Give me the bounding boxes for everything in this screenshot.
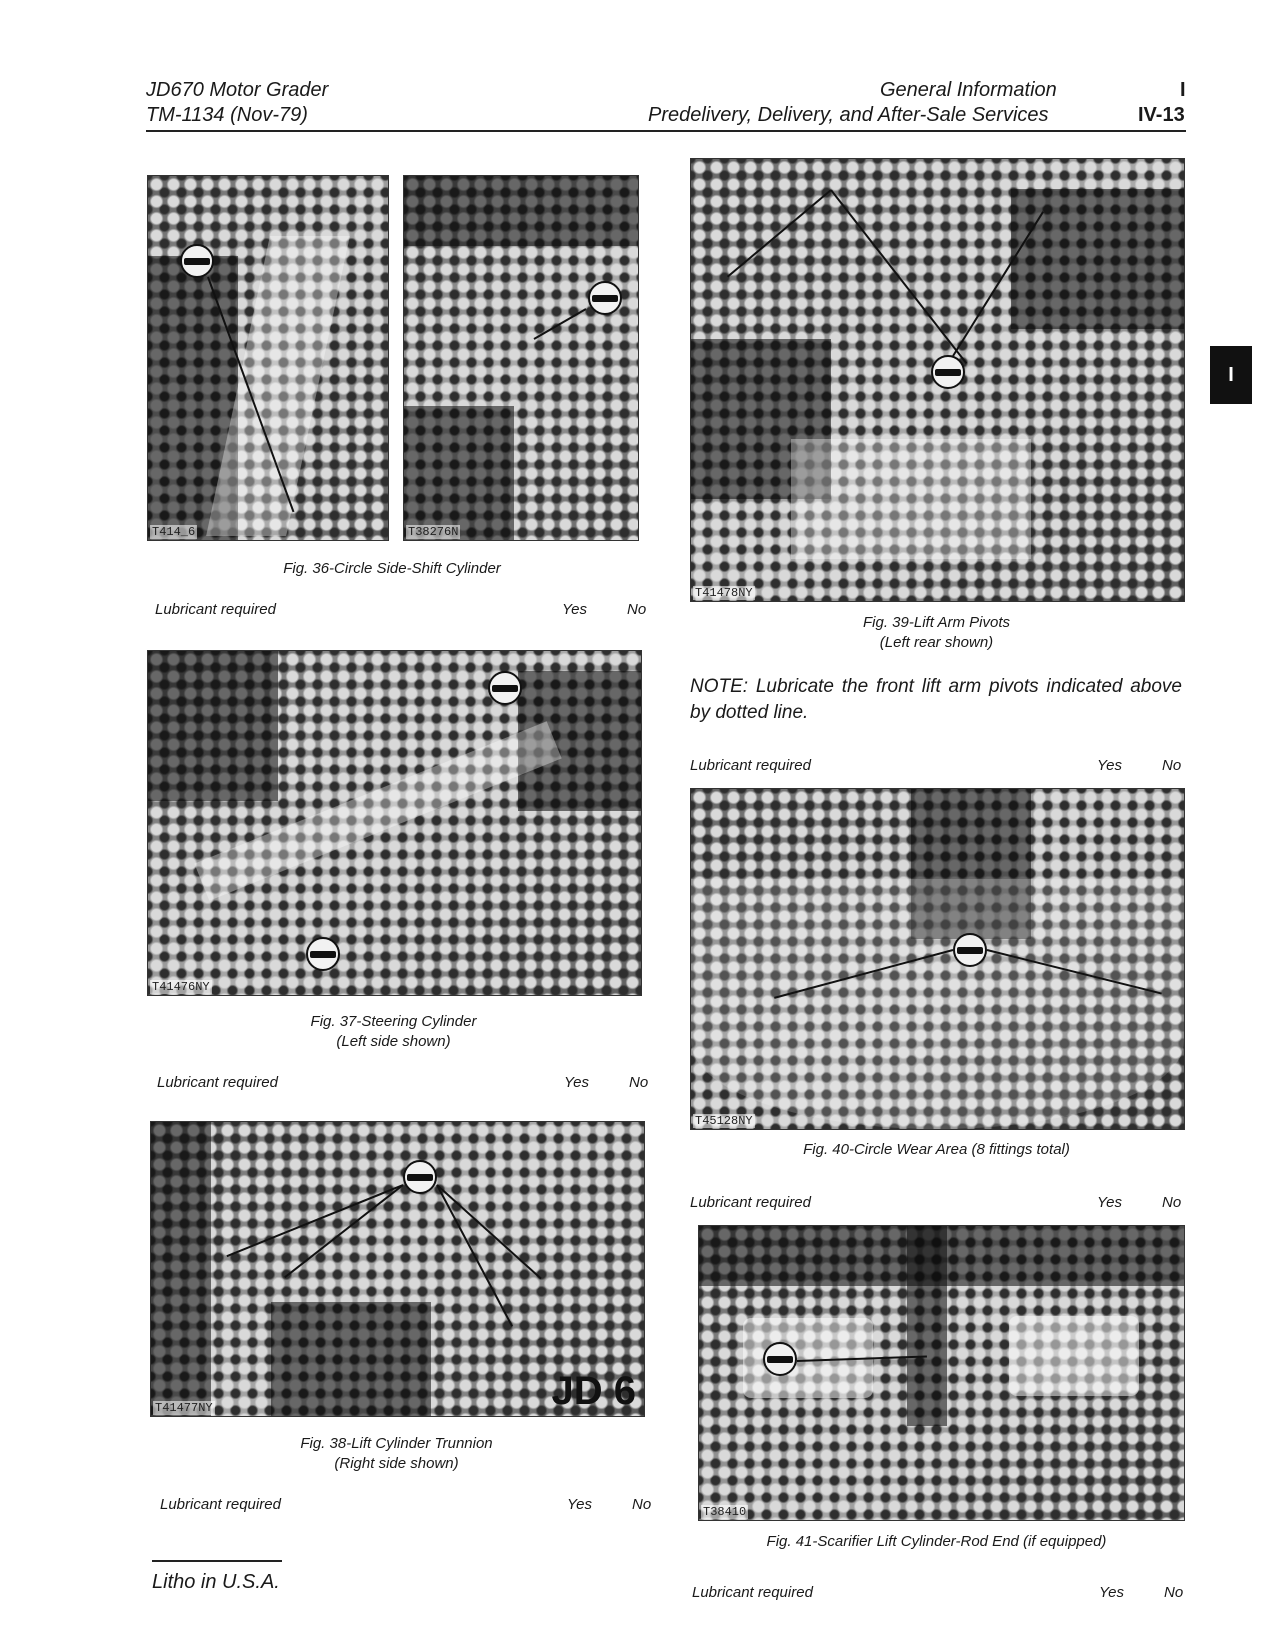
yes-option[interactable]: Yes [1099,1584,1125,1601]
lubricant-label: Lubricant required [690,757,811,774]
grease-fitting-icon [953,933,987,967]
no-option[interactable]: No [632,1496,652,1513]
grease-fitting-icon [931,355,965,389]
grease-fitting-icon [403,1160,437,1194]
figure-36-caption: Fig. 36-Circle Side-Shift Cylinder [283,560,501,577]
section-tab: I [1210,346,1252,404]
figure-38-photo [150,1121,645,1417]
yes-option[interactable]: Yes [564,1074,590,1091]
grease-fitting-icon [180,244,214,278]
figure-37-caption: Fig. 37-Steering Cylinder [310,1013,477,1030]
no-option[interactable]: No [629,1074,649,1091]
figure-39-subcaption: (Left rear shown) [879,634,994,651]
grease-fitting-icon [763,1342,797,1376]
lubricant-label: Lubricant required [690,1194,811,1211]
no-option[interactable]: No [1162,757,1182,774]
header-rule [146,130,1186,132]
figure-40-photo [690,788,1185,1130]
figure-37-photo [147,650,642,996]
footer-rule [152,1560,282,1562]
yes-option[interactable]: Yes [567,1496,593,1513]
no-option[interactable]: No [1162,1194,1182,1211]
figure-36-photo-right [403,175,639,541]
lubricant-label: Lubricant required [157,1074,278,1091]
photo-decal-text: JD 6 [551,1369,636,1413]
figure-38-caption: Fig. 38-Lift Cylinder Trunnion [300,1435,493,1452]
photo-id: T41478NY [695,586,753,600]
figure-41-caption: Fig. 41-Scarifier Lift Cylinder-Rod End (if equipped) [766,1533,1107,1550]
figure-40-caption: Fig. 40-Circle Wear Area (8 fittings total) [803,1141,1070,1158]
no-option[interactable]: No [627,601,647,618]
grease-fitting-icon [488,671,522,705]
photo-id: T414_6 [152,525,196,539]
header-subsection: Predelivery, Delivery, and After-Sale Services [648,104,1049,126]
yes-option[interactable]: Yes [1097,1194,1123,1211]
figure-41-photo [698,1225,1185,1521]
figure-38-subcaption: (Right side shown) [334,1455,459,1472]
figure-39-photo [690,158,1185,602]
yes-option[interactable]: Yes [1097,757,1123,774]
header-manual-code: TM-1134 (Nov-79) [146,104,308,126]
page-number: IV-13 [1138,104,1185,126]
no-option[interactable]: No [1164,1584,1184,1601]
header-section: General Information [880,79,1057,101]
lubricant-label: Lubricant required [155,601,276,618]
header-section-mark: I [1180,79,1186,101]
photo-id: T38276N [408,525,459,539]
figure-36-photo-left [147,175,389,541]
photo-id: T45128NY [695,1114,753,1128]
photo-id: T38410 [703,1505,747,1519]
lubricant-label: Lubricant required [160,1496,281,1513]
header-model: JD670 Motor Grader [146,79,329,101]
grease-fitting-icon [306,937,340,971]
photo-id: T41476NY [152,980,210,994]
photo-id: T41477NY [155,1401,213,1415]
figure-39-caption: Fig. 39-Lift Arm Pivots [863,614,1010,631]
lubricant-label: Lubricant required [692,1584,813,1601]
footer-print-note: Litho in U.S.A. [152,1571,280,1593]
figure-37-subcaption: (Left side shown) [336,1033,451,1050]
yes-option[interactable]: Yes [562,601,588,618]
grease-fitting-icon [588,281,622,315]
lubrication-note: NOTE: Lubricate the front lift arm pivots indicated above by dotted line. [690,676,1182,723]
